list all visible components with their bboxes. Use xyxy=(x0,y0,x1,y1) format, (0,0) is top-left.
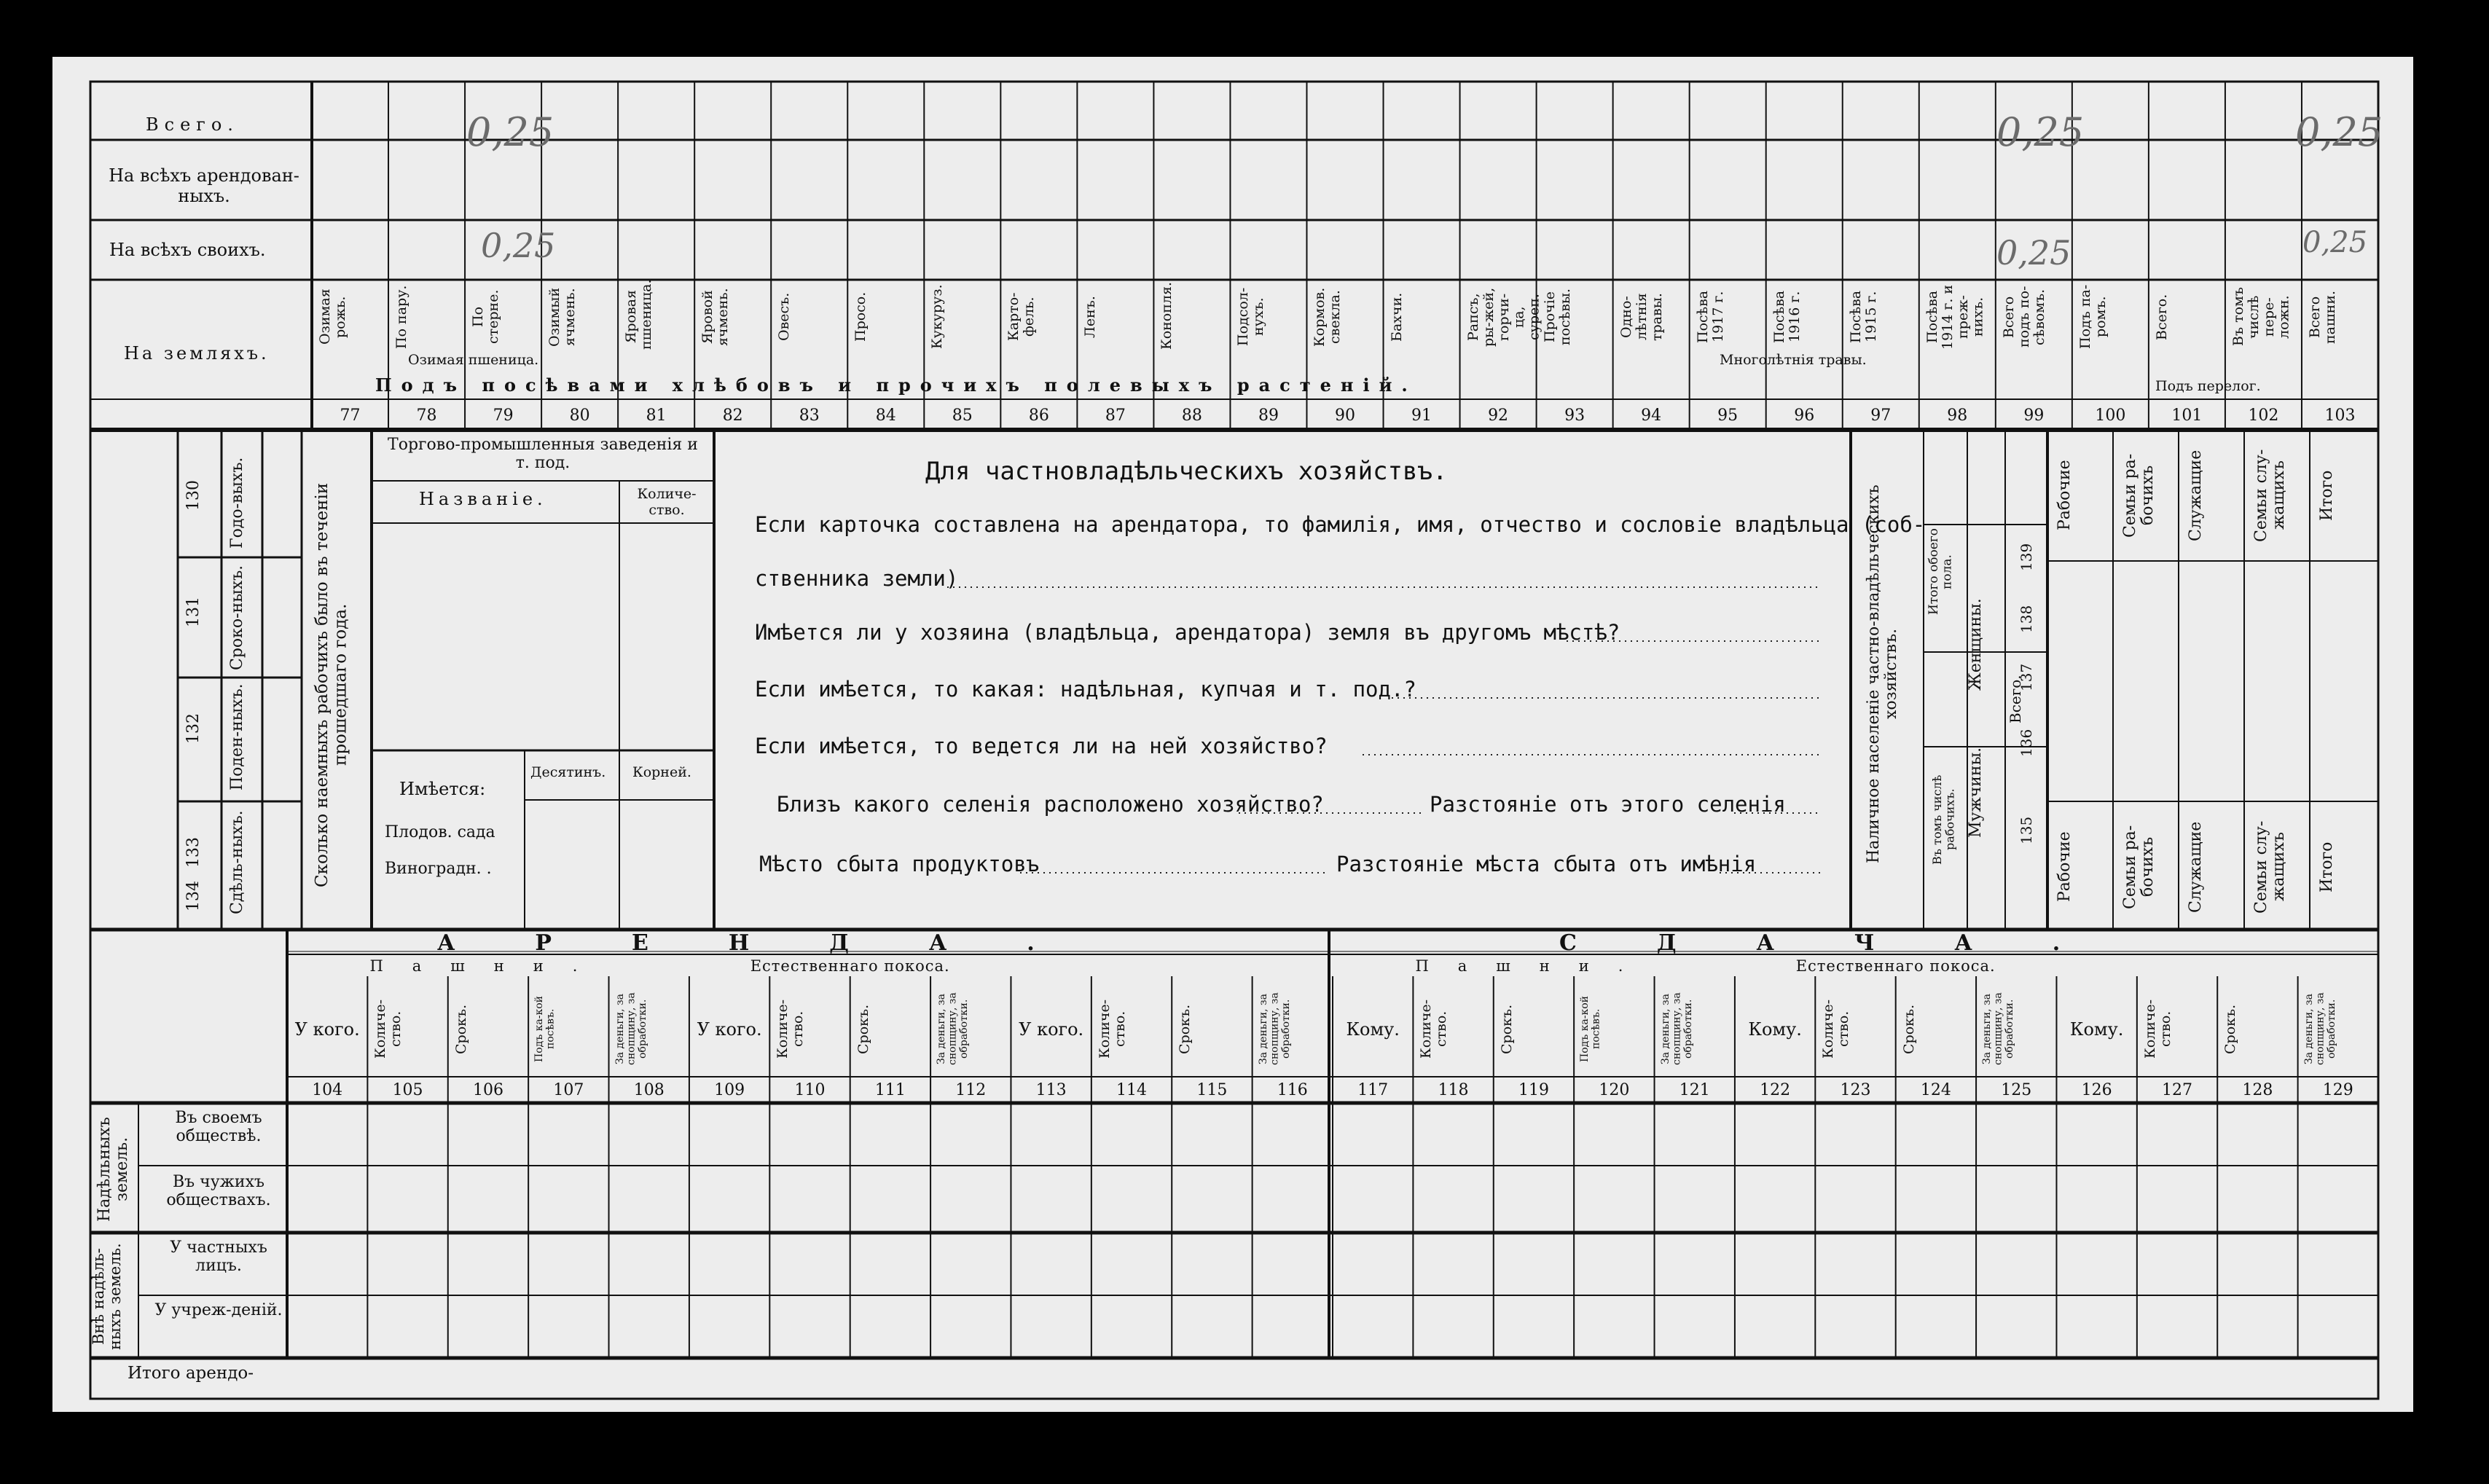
lease-subgroup-header: Пашни. xyxy=(1415,957,1653,975)
row-total-leased: Итого арендо- xyxy=(128,1364,254,1383)
population-column-header: Служащие xyxy=(2187,821,2205,913)
subheader-winter-wheat: Озимая пшеница. xyxy=(408,352,539,368)
column-number: 79 xyxy=(493,407,514,425)
crop-header: Яровая пшеница. xyxy=(623,279,655,350)
column-number: 110 xyxy=(794,1081,826,1099)
crop-header: Озимый ячмень. xyxy=(546,287,578,347)
lease-column-header: Кому. xyxy=(1748,1019,1802,1040)
lease-column-header: Количе-ство. xyxy=(372,999,404,1059)
row-institutions: У учреж-денiй. xyxy=(154,1301,283,1319)
trade-desyat-header: Десятинъ. xyxy=(530,764,606,780)
col-num-131: 131 xyxy=(184,597,203,627)
crops-banner: Подъ посѣвами хлѣбовъ и прочихъ полевыхъ растенiй. xyxy=(375,374,1417,396)
column-number: 127 xyxy=(2162,1081,2193,1099)
lease-column-header: Срокъ. xyxy=(1177,1004,1193,1054)
crop-header: Всего. xyxy=(2153,294,2170,340)
column-number: 117 xyxy=(1357,1081,1389,1099)
lease-column-header: За деньги, за снопщину, за обработки. xyxy=(1659,992,1694,1066)
column-number: 126 xyxy=(2081,1081,2112,1099)
workers-label-annual: Годо-выхъ. xyxy=(228,457,246,549)
workers-label-term: Сроко-ныхъ. xyxy=(228,565,246,670)
column-number: 128 xyxy=(2242,1081,2273,1099)
column-number: 112 xyxy=(955,1081,987,1099)
column-number: 87 xyxy=(1105,407,1126,425)
crop-header: Посѣва 1916 г. xyxy=(1771,290,1803,344)
column-number: 123 xyxy=(1840,1081,1871,1099)
column-number: 119 xyxy=(1518,1081,1549,1099)
column-number: 106 xyxy=(472,1081,503,1099)
lease-column-header: За деньги, за снопщину, за обработки. xyxy=(2302,992,2337,1066)
column-number: 104 xyxy=(312,1081,343,1099)
trade-title: Торгово-промышленныя заведенiя и т. под. xyxy=(388,436,698,473)
column-number: 121 xyxy=(1679,1081,1710,1099)
column-number: 89 xyxy=(1258,407,1279,425)
lease-column-header: Количе-ство. xyxy=(1418,999,1450,1059)
lease-column-header: Подъ ка-кой посѣвъ. xyxy=(533,996,557,1062)
lease-column-header: Срокъ. xyxy=(1498,1004,1515,1054)
column-number: 101 xyxy=(2171,407,2203,425)
column-number: 109 xyxy=(714,1081,745,1099)
column-number: 86 xyxy=(1028,407,1049,425)
column-number: 93 xyxy=(1564,407,1585,425)
crop-header: Посѣва 1915 г. xyxy=(1847,290,1879,344)
crop-header: Всего пашни. xyxy=(2306,290,2338,344)
lease-column-header: За деньги, за снопщину, за обработки. xyxy=(1981,992,2015,1066)
lease-column-header: Срокъ. xyxy=(1900,1004,1917,1054)
crop-header: Подсол-нухъ. xyxy=(1235,287,1267,347)
column-number: 129 xyxy=(2322,1081,2353,1099)
column-number: 78 xyxy=(416,407,437,425)
private-q5: Близъ какого селенiя расположено хозяйство? xyxy=(777,792,1324,817)
handwritten-note: 0,25 xyxy=(481,226,556,265)
row-group-nonallotment: Внѣ надѣль-ныхъ земель. xyxy=(90,1243,125,1351)
lease-column-header: Кому. xyxy=(1346,1019,1400,1040)
crop-header: Посѣва 1917 г. xyxy=(1694,290,1726,344)
lease-column-header: Срокъ. xyxy=(2222,1004,2239,1054)
crop-header: Одно-лѣтнiя травы. xyxy=(1618,293,1665,341)
row-private-persons: У частныхъ лицъ. xyxy=(170,1238,267,1276)
lease-sdacha-title: СДАЧА. xyxy=(1559,930,2141,956)
row-label-total: Всего. xyxy=(146,114,239,135)
column-number: 97 xyxy=(1870,407,1892,425)
lease-column-header: У кого. xyxy=(294,1019,360,1040)
row-label-leased: На всѣхъ арендован-ныхъ. xyxy=(109,165,299,206)
population-vsego: Всего. xyxy=(2007,675,2024,724)
column-number: 83 xyxy=(799,407,820,425)
private-q5b: Разстоянiе отъ этого селенiя xyxy=(1430,792,1786,817)
row-label-own: На всѣхъ своихъ. xyxy=(109,240,266,260)
population-men: Мужчины. xyxy=(1967,747,1985,838)
column-number: 100 xyxy=(2095,407,2126,425)
crop-header: Въ томъ числѣ пере-ложн. xyxy=(2230,287,2292,347)
column-number: 120 xyxy=(1599,1081,1630,1099)
lease-column-header: Кому. xyxy=(2069,1019,2124,1040)
population-column-header: Семьи слу-жащихъ xyxy=(2252,820,2289,914)
column-number: 91 xyxy=(1411,407,1432,425)
column-number: 115 xyxy=(1196,1081,1228,1099)
private-q2: Имѣется ли у хозяина (владѣльца, арендатора) земля въ другомъ мѣстѣ? xyxy=(755,620,1620,645)
crop-header: Кукуруз. xyxy=(929,284,946,350)
column-number: 90 xyxy=(1334,407,1355,425)
col-num-138: 138 xyxy=(2018,605,2035,634)
population-column-header: Семьи ра-бочихъ xyxy=(2121,453,2157,538)
lease-column-header: Количе-ство. xyxy=(1820,999,1852,1059)
handwritten-note: 0,25 xyxy=(2302,226,2368,259)
handwritten-note: 0,25 xyxy=(2295,109,2383,155)
private-title: Для частновладѣльческихъ хозяйствъ. xyxy=(925,457,1448,486)
crop-header: Ленъ. xyxy=(1082,296,1099,338)
handwritten-note: 0,25 xyxy=(1996,233,2071,272)
column-number: 111 xyxy=(874,1081,906,1099)
trade-vineyard-label: Виноградн. . xyxy=(385,860,492,878)
crop-header: Посѣва 1914 г. и преж-нихъ. xyxy=(1924,284,1986,350)
private-q3: Если имѣется, то какая: надѣльная, купчая и т. под.? xyxy=(755,677,1416,702)
private-q1: Если карточка составлена на арендатора, то фамилiя, имя, отчество и сословiе владѣльца (соб- xyxy=(755,512,1926,537)
lease-column-header: Подъ ка-кой посѣвъ. xyxy=(1579,996,1602,1062)
column-number: 98 xyxy=(1947,407,1968,425)
workers-label-piece: Сдѣль-ныхъ. xyxy=(228,810,246,914)
column-number: 113 xyxy=(1035,1081,1067,1099)
column-number: 118 xyxy=(1438,1081,1469,1099)
column-number: 114 xyxy=(1116,1081,1148,1099)
subheader-fallow: Подъ перелог. xyxy=(2155,378,2261,394)
col-num-130: 130 xyxy=(184,480,203,511)
column-number: 94 xyxy=(1641,407,1662,425)
population-column-header: Итого xyxy=(2318,841,2336,892)
row-own-commune: Въ своемъ обществѣ. xyxy=(175,1109,262,1146)
trade-name-header: Названiе. xyxy=(419,489,547,509)
col-num-135: 135 xyxy=(2018,816,2035,845)
population-column-header: Итого xyxy=(2318,470,2336,521)
trade-has-label: Имѣется: xyxy=(399,779,486,799)
trade-korn-header: Корней. xyxy=(632,764,691,780)
population-title: Наличное населенiе частно-владѣльческихъ хозяйствъ. xyxy=(1865,484,1901,863)
lease-column-header: Срокъ. xyxy=(452,1004,469,1054)
column-number: 88 xyxy=(1181,407,1202,425)
col-num-132: 132 xyxy=(184,713,203,744)
col-num-139: 139 xyxy=(2018,543,2035,572)
crop-header: Карто-фель. xyxy=(1006,292,1038,342)
column-number: 77 xyxy=(340,407,361,425)
private-q4: Если имѣется, то ведется ли на ней хозяйство? xyxy=(755,734,1328,758)
crop-header: Озимая рожь. xyxy=(317,288,348,345)
lease-column-header: Срокъ. xyxy=(855,1004,871,1054)
crop-header: Прочiе посѣвы. xyxy=(1541,288,1573,346)
row-label-lands: На земляхъ. xyxy=(124,343,270,364)
column-number: 80 xyxy=(569,407,590,425)
workers-question: Сколько наемныхъ рабочихъ было въ теченiи прошедшаго года. xyxy=(313,482,350,887)
lease-subgroup-header: Естественнаго покоса. xyxy=(1795,957,1996,975)
col-num-134: 134 xyxy=(184,881,203,911)
column-number: 95 xyxy=(1717,407,1739,425)
lease-column-header: У кого. xyxy=(697,1019,762,1040)
population-vtom: Въ томъ числѣ рабочихъ. xyxy=(1930,774,1957,865)
private-q1b: ственника земли) xyxy=(755,566,959,591)
population-column-header: Рабочие xyxy=(2055,460,2074,531)
column-number: 81 xyxy=(646,407,667,425)
crop-header: Всего подъ по-сѣвомъ. xyxy=(2000,286,2047,348)
crop-header: По стерне. xyxy=(470,289,501,345)
column-number: 122 xyxy=(1760,1081,1791,1099)
population-total-both: Итого обоего пола. xyxy=(1926,528,1955,616)
crop-header: По пару. xyxy=(393,285,410,349)
column-number: 85 xyxy=(952,407,973,425)
lease-column-header: Количе-ство. xyxy=(775,999,807,1059)
lease-subgroup-header: Естественнаго покоса. xyxy=(750,957,950,975)
private-q6b: Разстоянiе мѣста сбыта отъ имѣнiя xyxy=(1336,852,1757,876)
workers-label-daily: Поден-ныхъ. xyxy=(228,683,246,790)
crop-header: Конопля. xyxy=(1159,281,1175,350)
population-column-header: Семьи слу-жащихъ xyxy=(2252,449,2289,542)
crop-header: Яровой ячмень. xyxy=(699,288,732,346)
column-number: 99 xyxy=(2023,407,2045,425)
trade-orchard-label: Плодов. сада xyxy=(385,823,495,841)
lease-arenda-title: АРЕНДА. xyxy=(437,930,1115,956)
handwritten-note: 0,25 xyxy=(466,109,554,155)
lease-column-header: Количе-ство. xyxy=(2141,999,2174,1059)
trade-qty-header: Количе-ство. xyxy=(637,486,697,518)
column-number: 82 xyxy=(722,407,743,425)
row-other-communes: Въ чужихъ обществахъ. xyxy=(166,1173,271,1210)
lease-subgroup-header: Пашни. xyxy=(369,957,607,975)
private-q6: Мѣсто сбыта продуктовъ xyxy=(759,852,1040,876)
crop-header: Просо. xyxy=(852,291,869,342)
population-women: Женщины. xyxy=(1967,598,1985,691)
population-column-header: Рабочие xyxy=(2055,831,2074,903)
crop-header: Бахчи. xyxy=(1388,292,1405,342)
population-column-header: Служащие xyxy=(2187,449,2205,541)
column-number: 125 xyxy=(2001,1081,2032,1099)
column-number: 108 xyxy=(633,1081,665,1099)
column-number: 124 xyxy=(1920,1081,1951,1099)
crop-header: Кормов. свекла. xyxy=(1312,287,1344,347)
crop-header: Овесъ. xyxy=(776,292,793,342)
population-column-header: Семьи ра-бочихъ xyxy=(2121,825,2157,909)
lease-column-header: Количе-ство. xyxy=(1096,999,1128,1059)
column-number: 116 xyxy=(1277,1081,1308,1099)
lease-column-header: За деньги, за снопщину, за обработки. xyxy=(936,992,970,1066)
crop-header: Подъ па-ромъ. xyxy=(2077,284,2109,350)
lease-column-header: За деньги, за снопщину, за обработки. xyxy=(1257,992,1292,1066)
subheader-perennial: Многолѣтнiя травы. xyxy=(1720,352,1867,368)
col-num-136: 136 xyxy=(2018,729,2035,758)
lease-column-header: За деньги, за снопщину, за обработки. xyxy=(614,992,648,1066)
column-number: 92 xyxy=(1488,407,1509,425)
crop-header: Рапсъ, ры-жей, горчи-ца, суреп. xyxy=(1465,287,1543,347)
col-num-137: 137 xyxy=(2018,663,2035,692)
handwritten-note: 0,25 xyxy=(1996,109,2085,155)
row-group-allotment: Надѣльныхъ земель. xyxy=(95,1117,132,1222)
column-number: 103 xyxy=(2324,407,2356,425)
column-number: 105 xyxy=(392,1081,423,1099)
column-number: 102 xyxy=(2248,407,2279,425)
column-number: 107 xyxy=(553,1081,584,1099)
column-number: 84 xyxy=(875,407,896,425)
lease-column-header: У кого. xyxy=(1019,1019,1084,1040)
col-num-133: 133 xyxy=(184,837,203,868)
column-number: 96 xyxy=(1794,407,1815,425)
